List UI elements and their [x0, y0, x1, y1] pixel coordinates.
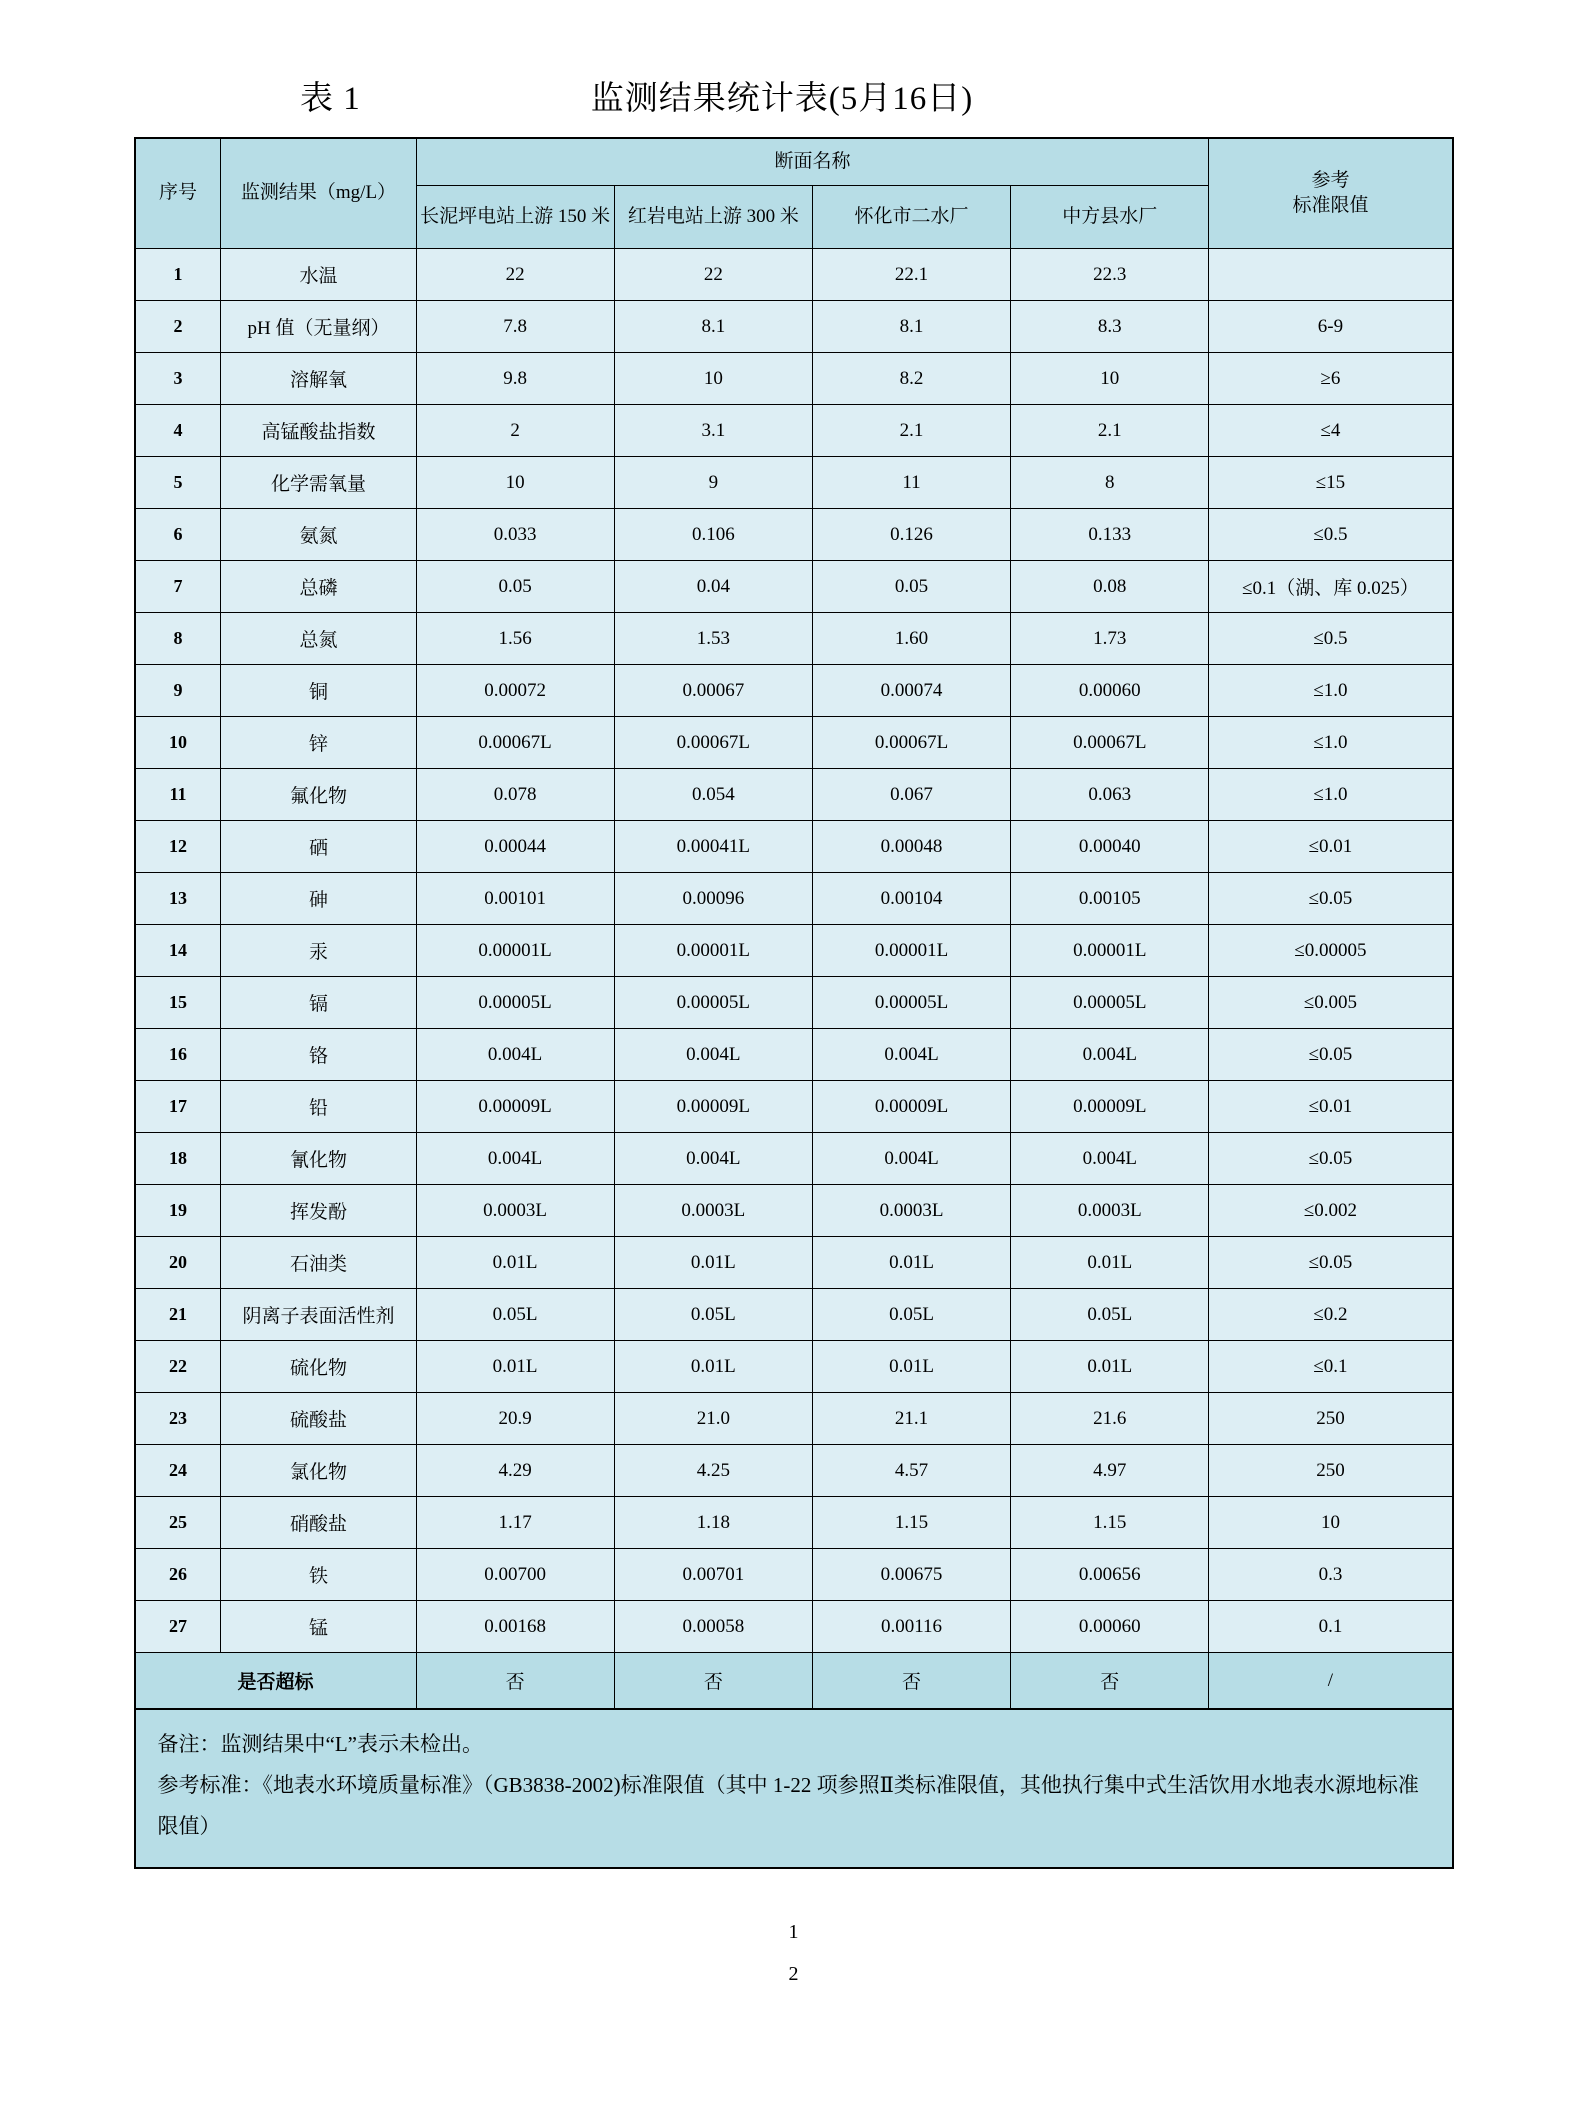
row-value-section-4: 0.00001L [1011, 925, 1209, 977]
row-value-section-3: 8.2 [812, 353, 1010, 405]
summary-value-section-3: 否 [812, 1653, 1010, 1710]
row-standard-limit: ≤1.0 [1209, 717, 1453, 769]
row-standard-limit: ≤1.0 [1209, 769, 1453, 821]
row-standard-limit: ≤1.0 [1209, 665, 1453, 717]
row-value-section-2: 0.00096 [614, 873, 812, 925]
header-section-4: 中方县水厂 [1011, 186, 1209, 249]
row-item-name: 化学需氧量 [221, 457, 416, 509]
row-value-section-2: 0.00701 [614, 1549, 812, 1601]
table-notes [134, 1710, 1454, 1869]
row-value-section-1: 2 [416, 405, 614, 457]
table-row [135, 925, 1453, 977]
row-value-section-3: 4.57 [812, 1445, 1010, 1497]
row-value-section-4: 21.6 [1011, 1393, 1209, 1445]
row-value-section-2: 8.1 [614, 301, 812, 353]
row-value-section-3: 0.00116 [812, 1601, 1010, 1653]
row-value-section-1: 0.00168 [416, 1601, 614, 1653]
summary-standard-limit: / [1209, 1653, 1453, 1710]
row-index: 16 [135, 1029, 221, 1081]
row-item-name: 汞 [221, 925, 416, 977]
row-item-name: 锰 [221, 1601, 416, 1653]
row-value-section-3: 0.00001L [812, 925, 1010, 977]
row-standard-limit: 0.3 [1209, 1549, 1453, 1601]
row-value-section-2: 0.00005L [614, 977, 812, 1029]
table-row [135, 1445, 1453, 1497]
row-index: 12 [135, 821, 221, 873]
row-value-section-4: 0.133 [1011, 509, 1209, 561]
row-item-name: 氯化物 [221, 1445, 416, 1497]
table-row [135, 249, 1453, 301]
row-value-section-3: 0.00067L [812, 717, 1010, 769]
table-row [135, 665, 1453, 717]
row-value-section-3: 1.15 [812, 1497, 1010, 1549]
header-item: 监测结果（mg/L） [221, 138, 416, 249]
row-item-name: 总氮 [221, 613, 416, 665]
header-standard-line1: 参考 [1311, 170, 1350, 192]
row-value-section-2: 1.53 [614, 613, 812, 665]
page-number-block [134, 1869, 1454, 1995]
row-value-section-3: 0.00048 [812, 821, 1010, 873]
row-value-section-3: 0.00104 [812, 873, 1010, 925]
row-value-section-1: 10 [416, 457, 614, 509]
row-index: 26 [135, 1549, 221, 1601]
row-value-section-3: 11 [812, 457, 1010, 509]
row-value-section-4: 0.004L [1011, 1133, 1209, 1185]
row-standard-limit: ≤0.5 [1209, 613, 1453, 665]
row-item-name: 硫酸盐 [221, 1393, 416, 1445]
row-value-section-1: 0.05L [416, 1289, 614, 1341]
row-value-section-3: 0.01L [812, 1341, 1010, 1393]
row-value-section-2: 0.00067L [614, 717, 812, 769]
row-index: 14 [135, 925, 221, 977]
row-standard-limit: ≤0.05 [1209, 1237, 1453, 1289]
row-value-section-1: 0.05 [416, 561, 614, 613]
row-value-section-2: 0.01L [614, 1237, 812, 1289]
row-standard-limit: ≤0.01 [1209, 1081, 1453, 1133]
row-value-section-1: 0.004L [416, 1133, 614, 1185]
row-index: 13 [135, 873, 221, 925]
row-value-section-1: 4.29 [416, 1445, 614, 1497]
row-index: 15 [135, 977, 221, 1029]
row-index: 3 [135, 353, 221, 405]
row-value-section-1: 0.0003L [416, 1185, 614, 1237]
row-value-section-3: 0.00074 [812, 665, 1010, 717]
table-row [135, 1185, 1453, 1237]
row-value-section-3: 0.0003L [812, 1185, 1010, 1237]
table-header [135, 138, 1453, 249]
row-value-section-1: 0.00101 [416, 873, 614, 925]
row-value-section-1: 1.56 [416, 613, 614, 665]
row-value-section-1: 0.00044 [416, 821, 614, 873]
row-value-section-3: 0.05L [812, 1289, 1010, 1341]
row-item-name: 阴离子表面活性剂 [221, 1289, 416, 1341]
row-value-section-1: 0.01L [416, 1237, 614, 1289]
row-value-section-1: 0.004L [416, 1029, 614, 1081]
row-value-section-2: 0.00041L [614, 821, 812, 873]
row-value-section-4: 22.3 [1011, 249, 1209, 301]
table-row [135, 769, 1453, 821]
row-value-section-4: 0.01L [1011, 1341, 1209, 1393]
row-item-name: 溶解氧 [221, 353, 416, 405]
row-standard-limit: ≤0.5 [1209, 509, 1453, 561]
row-value-section-3: 22.1 [812, 249, 1010, 301]
row-value-section-4: 0.00067L [1011, 717, 1209, 769]
row-value-section-2: 21.0 [614, 1393, 812, 1445]
row-standard-limit: 250 [1209, 1445, 1453, 1497]
row-value-section-2: 0.054 [614, 769, 812, 821]
table-row [135, 561, 1453, 613]
row-standard-limit: ≤4 [1209, 405, 1453, 457]
table-row [135, 977, 1453, 1029]
header-section-group: 断面名称 [416, 138, 1209, 186]
row-value-section-3: 0.00675 [812, 1549, 1010, 1601]
row-value-section-2: 1.18 [614, 1497, 812, 1549]
row-item-name: 高锰酸盐指数 [221, 405, 416, 457]
row-value-section-3: 8.1 [812, 301, 1010, 353]
row-value-section-1: 9.8 [416, 353, 614, 405]
page-number-first: 1 [788, 1920, 799, 1943]
table-row [135, 405, 1453, 457]
row-value-section-4: 0.08 [1011, 561, 1209, 613]
row-standard-limit: ≤0.1 [1209, 1341, 1453, 1393]
row-value-section-2: 0.00067 [614, 665, 812, 717]
row-value-section-4: 0.00060 [1011, 665, 1209, 717]
table-title-text: 监测结果统计表(5月16日) [590, 81, 974, 117]
row-item-name: 氨氮 [221, 509, 416, 561]
row-standard-limit: ≤0.002 [1209, 1185, 1453, 1237]
row-standard-limit: ≤0.05 [1209, 1029, 1453, 1081]
row-index: 10 [135, 717, 221, 769]
row-value-section-3: 0.004L [812, 1133, 1010, 1185]
row-value-section-2: 0.04 [614, 561, 812, 613]
row-item-name: pH 值（无量纲） [221, 301, 416, 353]
table-summary-row [135, 1653, 1453, 1710]
table-row [135, 1133, 1453, 1185]
table-row [135, 1289, 1453, 1341]
page-title [300, 0, 1587, 137]
table-row [135, 353, 1453, 405]
row-value-section-1: 0.00067L [416, 717, 614, 769]
row-item-name: 硫化物 [221, 1341, 416, 1393]
row-item-name: 硝酸盐 [221, 1497, 416, 1549]
table-row [135, 1081, 1453, 1133]
row-value-section-3: 2.1 [812, 405, 1010, 457]
row-value-section-3: 0.004L [812, 1029, 1010, 1081]
row-value-section-4: 2.1 [1011, 405, 1209, 457]
table-row [135, 1601, 1453, 1653]
header-section-1: 长泥坪电站上游 150 米 [416, 186, 614, 249]
row-value-section-3: 0.067 [812, 769, 1010, 821]
row-value-section-4: 0.00656 [1011, 1549, 1209, 1601]
row-standard-limit: 0.1 [1209, 1601, 1453, 1653]
table-body [135, 249, 1453, 1710]
row-index: 24 [135, 1445, 221, 1497]
row-index: 17 [135, 1081, 221, 1133]
row-value-section-1: 0.00072 [416, 665, 614, 717]
header-standard-line2: 标准限值 [1292, 194, 1369, 216]
row-value-section-4: 0.00005L [1011, 977, 1209, 1029]
row-value-section-4: 4.97 [1011, 1445, 1209, 1497]
header-index: 序号 [135, 138, 221, 249]
row-item-name: 铜 [221, 665, 416, 717]
row-index: 5 [135, 457, 221, 509]
row-index: 9 [135, 665, 221, 717]
row-item-name: 水温 [221, 249, 416, 301]
row-value-section-4: 8 [1011, 457, 1209, 509]
row-item-name: 总磷 [221, 561, 416, 613]
row-item-name: 铅 [221, 1081, 416, 1133]
row-index: 7 [135, 561, 221, 613]
row-value-section-1: 0.00001L [416, 925, 614, 977]
row-standard-limit: ≤0.1（湖、库 0.025） [1209, 561, 1453, 613]
row-value-section-4: 1.73 [1011, 613, 1209, 665]
row-value-section-2: 9 [614, 457, 812, 509]
row-value-section-1: 7.8 [416, 301, 614, 353]
header-section-3: 怀化市二水厂 [812, 186, 1010, 249]
table-row [135, 301, 1453, 353]
row-standard-limit: ≤0.00005 [1209, 925, 1453, 977]
row-value-section-2: 10 [614, 353, 812, 405]
table-row [135, 1549, 1453, 1601]
row-value-section-1: 0.00005L [416, 977, 614, 1029]
row-standard-limit: 10 [1209, 1497, 1453, 1549]
table-row [135, 457, 1453, 509]
row-index: 4 [135, 405, 221, 457]
row-value-section-3: 0.00005L [812, 977, 1010, 1029]
row-item-name: 锌 [221, 717, 416, 769]
row-value-section-4: 0.00040 [1011, 821, 1209, 873]
row-value-section-2: 0.00001L [614, 925, 812, 977]
row-index: 25 [135, 1497, 221, 1549]
row-standard-limit: ≤15 [1209, 457, 1453, 509]
table-row [135, 613, 1453, 665]
row-index: 21 [135, 1289, 221, 1341]
page-number-second: 2 [788, 1962, 799, 1985]
row-value-section-1: 0.033 [416, 509, 614, 561]
row-standard-limit [1209, 249, 1453, 301]
row-value-section-1: 0.078 [416, 769, 614, 821]
table-row [135, 1393, 1453, 1445]
header-standard [1209, 138, 1453, 249]
row-standard-limit: ≤0.005 [1209, 977, 1453, 1029]
row-value-section-2: 0.106 [614, 509, 812, 561]
summary-label: 是否超标 [135, 1653, 417, 1710]
row-value-section-4: 0.00105 [1011, 873, 1209, 925]
table-row [135, 717, 1453, 769]
row-value-section-2: 3.1 [614, 405, 812, 457]
row-standard-limit: ≤0.01 [1209, 821, 1453, 873]
row-item-name: 氟化物 [221, 769, 416, 821]
row-value-section-4: 0.01L [1011, 1237, 1209, 1289]
row-item-name: 镉 [221, 977, 416, 1029]
row-index: 2 [135, 301, 221, 353]
table-row [135, 1029, 1453, 1081]
table-row [135, 821, 1453, 873]
row-standard-limit: 6-9 [1209, 301, 1453, 353]
row-index: 18 [135, 1133, 221, 1185]
table-row [135, 873, 1453, 925]
row-value-section-3: 1.60 [812, 613, 1010, 665]
row-value-section-3: 0.126 [812, 509, 1010, 561]
monitoring-results-table-wrapper [134, 137, 1454, 1710]
row-value-section-1: 1.17 [416, 1497, 614, 1549]
row-value-section-1: 20.9 [416, 1393, 614, 1445]
row-value-section-2: 0.004L [614, 1133, 812, 1185]
table-number-label: 表 1 [300, 81, 361, 117]
row-value-section-3: 0.01L [812, 1237, 1010, 1289]
row-value-section-3: 0.05 [812, 561, 1010, 613]
row-value-section-1: 22 [416, 249, 614, 301]
note-line-remark: 备注：监测结果中“L”表示未检出。 [157, 1732, 483, 1756]
note-line-standard: 参考标准：《地表水环境质量标准》（GB3838-2002)标准限值（其中 1-22 项参照Ⅱ类标准限值，其他执行集中式生活饮用水地表水源地标准限值） [157, 1772, 1419, 1838]
row-item-name: 砷 [221, 873, 416, 925]
row-value-section-2: 0.05L [614, 1289, 812, 1341]
header-section-2: 红岩电站上游 300 米 [614, 186, 812, 249]
row-value-section-2: 22 [614, 249, 812, 301]
table-row [135, 509, 1453, 561]
row-value-section-4: 0.00009L [1011, 1081, 1209, 1133]
row-value-section-4: 0.063 [1011, 769, 1209, 821]
row-value-section-2: 0.0003L [614, 1185, 812, 1237]
row-value-section-4: 10 [1011, 353, 1209, 405]
monitoring-results-table [134, 137, 1454, 1710]
row-index: 22 [135, 1341, 221, 1393]
row-item-name: 铬 [221, 1029, 416, 1081]
row-value-section-4: 8.3 [1011, 301, 1209, 353]
table-row [135, 1237, 1453, 1289]
row-value-section-2: 0.01L [614, 1341, 812, 1393]
row-index: 8 [135, 613, 221, 665]
row-index: 19 [135, 1185, 221, 1237]
summary-value-section-4: 否 [1011, 1653, 1209, 1710]
row-item-name: 硒 [221, 821, 416, 873]
row-index: 11 [135, 769, 221, 821]
row-index: 20 [135, 1237, 221, 1289]
row-standard-limit: ≥6 [1209, 353, 1453, 405]
summary-value-section-1: 否 [416, 1653, 614, 1710]
row-item-name: 挥发酚 [221, 1185, 416, 1237]
row-value-section-2: 0.00058 [614, 1601, 812, 1653]
row-item-name: 氰化物 [221, 1133, 416, 1185]
table-row [135, 1497, 1453, 1549]
row-value-section-4: 0.05L [1011, 1289, 1209, 1341]
row-value-section-1: 0.00009L [416, 1081, 614, 1133]
row-index: 27 [135, 1601, 221, 1653]
row-index: 23 [135, 1393, 221, 1445]
row-standard-limit: ≤0.05 [1209, 873, 1453, 925]
row-value-section-4: 0.00060 [1011, 1601, 1209, 1653]
row-value-section-4: 0.004L [1011, 1029, 1209, 1081]
row-value-section-3: 21.1 [812, 1393, 1010, 1445]
row-value-section-2: 0.00009L [614, 1081, 812, 1133]
row-value-section-1: 0.01L [416, 1341, 614, 1393]
row-index: 6 [135, 509, 221, 561]
summary-value-section-2: 否 [614, 1653, 812, 1710]
row-standard-limit: ≤0.2 [1209, 1289, 1453, 1341]
row-index: 1 [135, 249, 221, 301]
row-standard-limit: ≤0.05 [1209, 1133, 1453, 1185]
row-value-section-2: 0.004L [614, 1029, 812, 1081]
table-header-row-group [135, 138, 1453, 186]
row-value-section-4: 1.15 [1011, 1497, 1209, 1549]
row-value-section-2: 4.25 [614, 1445, 812, 1497]
table-row [135, 1341, 1453, 1393]
row-value-section-3: 0.00009L [812, 1081, 1010, 1133]
row-value-section-1: 0.00700 [416, 1549, 614, 1601]
row-item-name: 石油类 [221, 1237, 416, 1289]
row-item-name: 铁 [221, 1549, 416, 1601]
row-standard-limit: 250 [1209, 1393, 1453, 1445]
row-value-section-4: 0.0003L [1011, 1185, 1209, 1237]
